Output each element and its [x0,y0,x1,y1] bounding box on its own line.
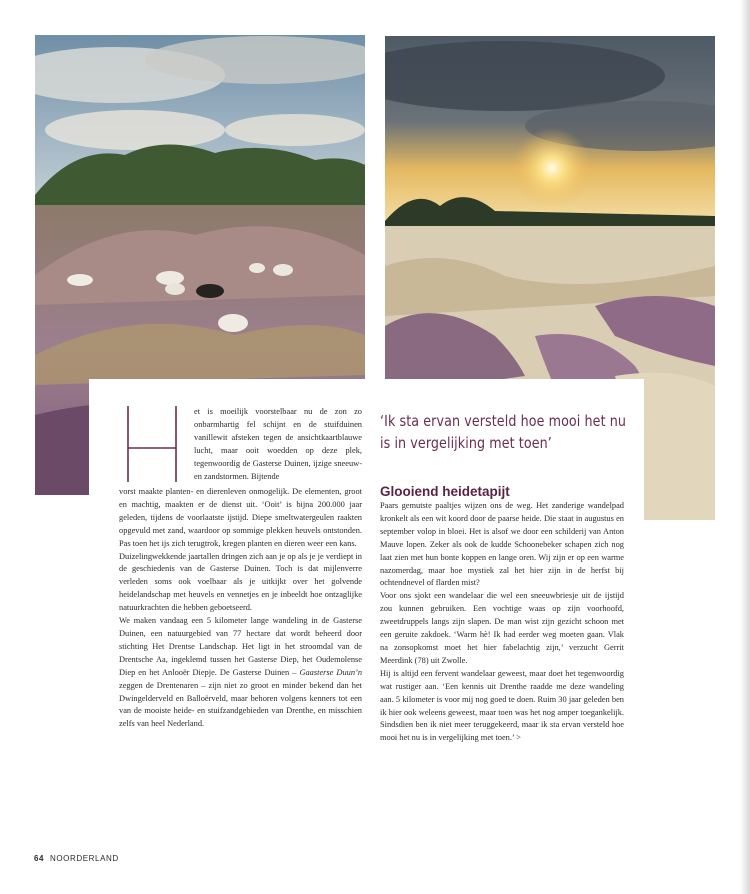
paragraph: We maken vandaag een 5 kilometer lange wandeling in de Gasterse Duinen, een natuurgebied van 77 hectare dat wordt beheerd door stichting Het Drentse Landschap. Het ligt in het stroomdal van de Drentsche Aa, ingeklemd tussen het Gasterse Diep, het Oudemolense Diep en het Anlooër Diepje. De Gasterse Duinen – Gaasterse Duun’n zeggen de Drentenaren – zijn niet zo groot en minder bekend dan het Dwingelderveld en Balloërveld, maar behoren volgens kenners tot een van de mooiste heide- en stuifzandgebieden van Drenthe, en misschien zelfs van heel Nederland. [119,616,363,729]
drop-cap-h [124,404,182,484]
page-footer [34,854,119,863]
intro-text: et is moeilijk voorstelbaar nu de zon zo onbarmhartig fel schijnt en de stuifduinen vanillewit afsteken tegen de ansichtkaartblauwe lucht, maar ooit woedden op deze plek, tegenwoordig de Gasterse Duinen, ijzige sneeuw- en zandstormen. Bijtende [194,407,362,481]
page-number: 64 [34,854,45,863]
page-edge [740,0,750,894]
paragraph: vorst maakte planten- en dierenleven onmogelijk. De elementen, groot en machtig, maakten er de dienst uit. ‘Ooit’ is bijna 200.000 jaar geleden, tijdens de voorlaatste ijstijd. Diepe smeltwatergeulen raakten opgevuld met zand, waardoor op sommige plekken heuvels ontstonden. Pas toen het ijs zich terugtrok, kregen planten en dieren weer een kans. [119,487,362,548]
pull-quote: ‘Ik sta ervan versteld hoe mooi het nu is in vergelijking met toen’ [380,412,627,452]
article-column-right [380,500,624,745]
paragraph: Hij is altijd een fervent wandelaar geweest, maar doet het tegenwoordig wat rustiger aan. ‘Een kennis uit Drenthe raadde me deze wandeling aan. 5 kilometer is voor mij nog goed te doen. Ruim 30 jaar geleden ben ik hier ook weleens geweest, maar toen was het nog amper toegankelijk. Sindsdien ben ik niet meer teruggekeerd, maar ik sta ervan versteld hoe mooi het nu is in vergelijking met toen.’ > [380,668,624,743]
paragraph: Paars gemutste paaltjes wijzen ons de weg. Het zanderige wandelpad kronkelt als een wit koord door de paarse heide. Die staat in augustus en september volop in bloei. Het is alsof we door een schilderij van Anton Mauve lopen. Zeker als ook de kudde Schoonebeker schapen zich nog laat zien met hun bonte koppen en lange oren. Wij zijn er op een warme nazomerdag, maar hoe mystiek zal het hier zijn in de herfst bij ochtendnevel of flarden mist? [380,501,624,588]
subheading: Glooiend heidetapijt [380,484,510,499]
paragraph: Duizelingwekkende jaartallen dringen zich aan je op als je je verdiept in de geschiedenis van de Gasterse Duinen. Toch is dat mijlenverre verleden soms ook voelbaar als je uitkijkt over het golvende heidelandschap met heuvels en vennetjes en je inbeeldt hoe ontzaglijke natuurkrachten die hebben geboetseerd. [119,551,362,613]
magazine-name: NOORDERLAND [49,854,119,863]
paragraph: Voor ons sjokt een wandelaar die wel een sneeuwbriesje uit de ijstijd zou kunnen gebruiken. Een vochtige waas op zijn voorhoofd, zweetdruppels langs zijn slapen. De man wist zijn gezicht schoon met een geruite zakdoek. ‘Warm hè! Ik had eerder weg moeten gaan. Vlak na zonsopkomst moet het hier fabelachtig zijn,’ verzucht Gerrit Meerdink (78) uit Zwolle. [380,591,624,665]
article-column-left [119,486,362,731]
italic-name: Gaasterse Duun’n [299,667,363,677]
